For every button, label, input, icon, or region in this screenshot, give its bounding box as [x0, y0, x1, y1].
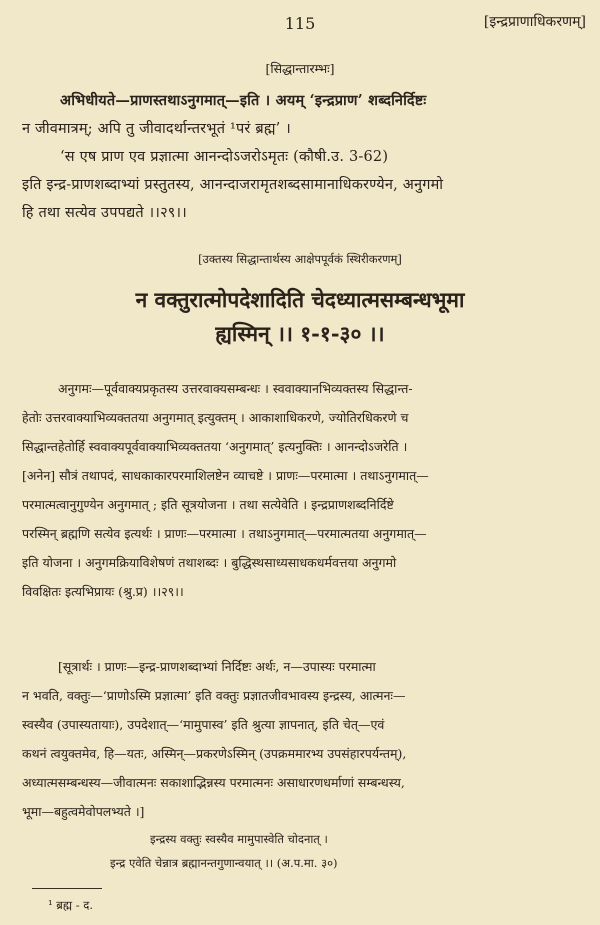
paragraph-line: न जीवमात्रम्; अपि तु जीवादर्थान्तरभूतं ¹परं ब्रह्म’ । [22, 121, 291, 137]
sutra-heading: ह्यस्मिन् ।। १-१-३० ।। [215, 321, 385, 346]
commentary-line: इति योजना । अनुगमक्रियाविशेषणं तथाशब्दः । बुद्धिस्थसाध्यसाधकधर्मवत्तया अनुगमो [22, 555, 397, 570]
paragraph-line: ‘स एष प्राण एव प्रज्ञात्मा आनन्दोऽजरोऽमृतः (कौषी.उ. 3-62) [60, 149, 389, 165]
footnote: ¹ ब्रह्म - द. [48, 898, 94, 912]
commentary-line: विवक्षितः इत्यभिप्रायः (श्रु.प्र) ।।२९।। [22, 584, 184, 599]
gloss-line: न भवति, वक्तुः—‘प्राणोऽस्मि प्रज्ञात्मा’ इति वक्तुः प्रज्ञातजीवभावस्य इन्द्रस्य, आत्मनः— [22, 688, 406, 703]
gloss-line: कथनं त्वयुक्तमेव, हि—यतः, अस्मिन्—प्रकरणेऽस्मिन् (उपक्रममारभ्य उपसंहारपर्यन्तम्), [22, 746, 407, 761]
running-head: [इन्द्रप्राणाधिकरणम्] [483, 14, 586, 30]
commentary-line: [अनेन] सौत्रं तथापदं, साधकाकारपरमाशिलष्टेन व्याचष्टे । प्राणः—परमात्मा । तथाऽनुगमात्— [22, 468, 429, 483]
sutra-heading: न वक्तुरात्मोपदेशादिति चेदध्यात्मसम्बन्धभूमा [135, 287, 465, 312]
footnote-divider [32, 888, 102, 889]
paragraph-line: अभिधीयते—प्राणस्तथाऽनुगमात्—इति । अयम् ‘इन्द्रप्राण’ शब्दनिर्दिष्टः [60, 92, 427, 109]
section-label-siddhanta: [सिद्धान्तारम्भः] [265, 61, 335, 76]
verse-line: इन्द्रस्य वक्तुः स्वस्यैव मामुपास्वेति चोदनात् । [150, 832, 328, 846]
commentary-line: परस्मिन् ब्रह्मणि सत्येव इत्यर्थः । प्राणः—परमात्मा । तथाऽनुगमात्—परमात्मतया अनुगमात्— [22, 526, 427, 541]
gloss-line: अध्यात्मसम्बन्धस्य—जीवात्मनः सकाशाद्भिन्नस्य परमात्मनः असाधारणधर्माणां सम्बन्धस्य, [22, 775, 405, 790]
gloss-line: भूमा—बहुत्वमेवोपलभ्यते ।] [22, 804, 145, 819]
page-number: 115 [284, 14, 316, 33]
commentary-line: हेतोः उत्तरवाक्याभिव्यक्ततया अनुगमात् इत्युक्तम् । आकाशाधिकरणे, ज्योतिरधिकरणे च [22, 410, 409, 425]
commentary-line: सिद्धान्तहेतोर्हि स्ववाक्यपूर्ववाक्याभिव्यक्ततया ‘अनुगमात्’ इत्यनुक्तिः । आनन्दोऽजरेति । [22, 439, 408, 454]
gloss-line: स्वस्यैव (उपास्यतायाः), उपदेशात्—‘मामुपास्व’ इति श्रुत्या ज्ञापनात्, इति चेत्—एवं [22, 717, 385, 732]
verse-line: इन्द्र एवेति चेन्नात्र ब्रह्मानन्तगुणान्वयात् ।। (अ.प.मा. ३०) [110, 856, 338, 870]
gloss-line: [सूत्रार्थः । प्राणः—इन्द्र-प्राणशब्दाभ्यां निर्दिष्टः अर्थः, न—उपास्यः परमात्मा [58, 659, 376, 674]
section-label-objection: [उक्तस्य सिद्धान्तार्थस्य आक्षेपपूर्वकं स्थिरीकरणम्] [198, 252, 402, 266]
paragraph-line: इति इन्द्र-प्राणशब्दाभ्यां प्रस्तुतस्य, आनन्दाजरामृतशब्दसामानाधिकरण्येन, अनुगमो [22, 177, 444, 193]
commentary-line: अनुगमः—पूर्ववाक्यप्रकृतस्य उत्तरवाक्यसम्बन्धः । स्ववाक्यानभिव्यक्तस्य सिद्धान्त- [58, 381, 413, 396]
commentary-line: परमात्मत्वानुगुण्येन अनुगमात् ; इति सूत्रयोजना । तथा सत्येवेति । इन्द्रप्राणशब्दनिर्दिष्टे [22, 497, 394, 512]
paragraph-line: हि तथा सत्येव उपपद्यते ।।२९।। [22, 205, 187, 221]
